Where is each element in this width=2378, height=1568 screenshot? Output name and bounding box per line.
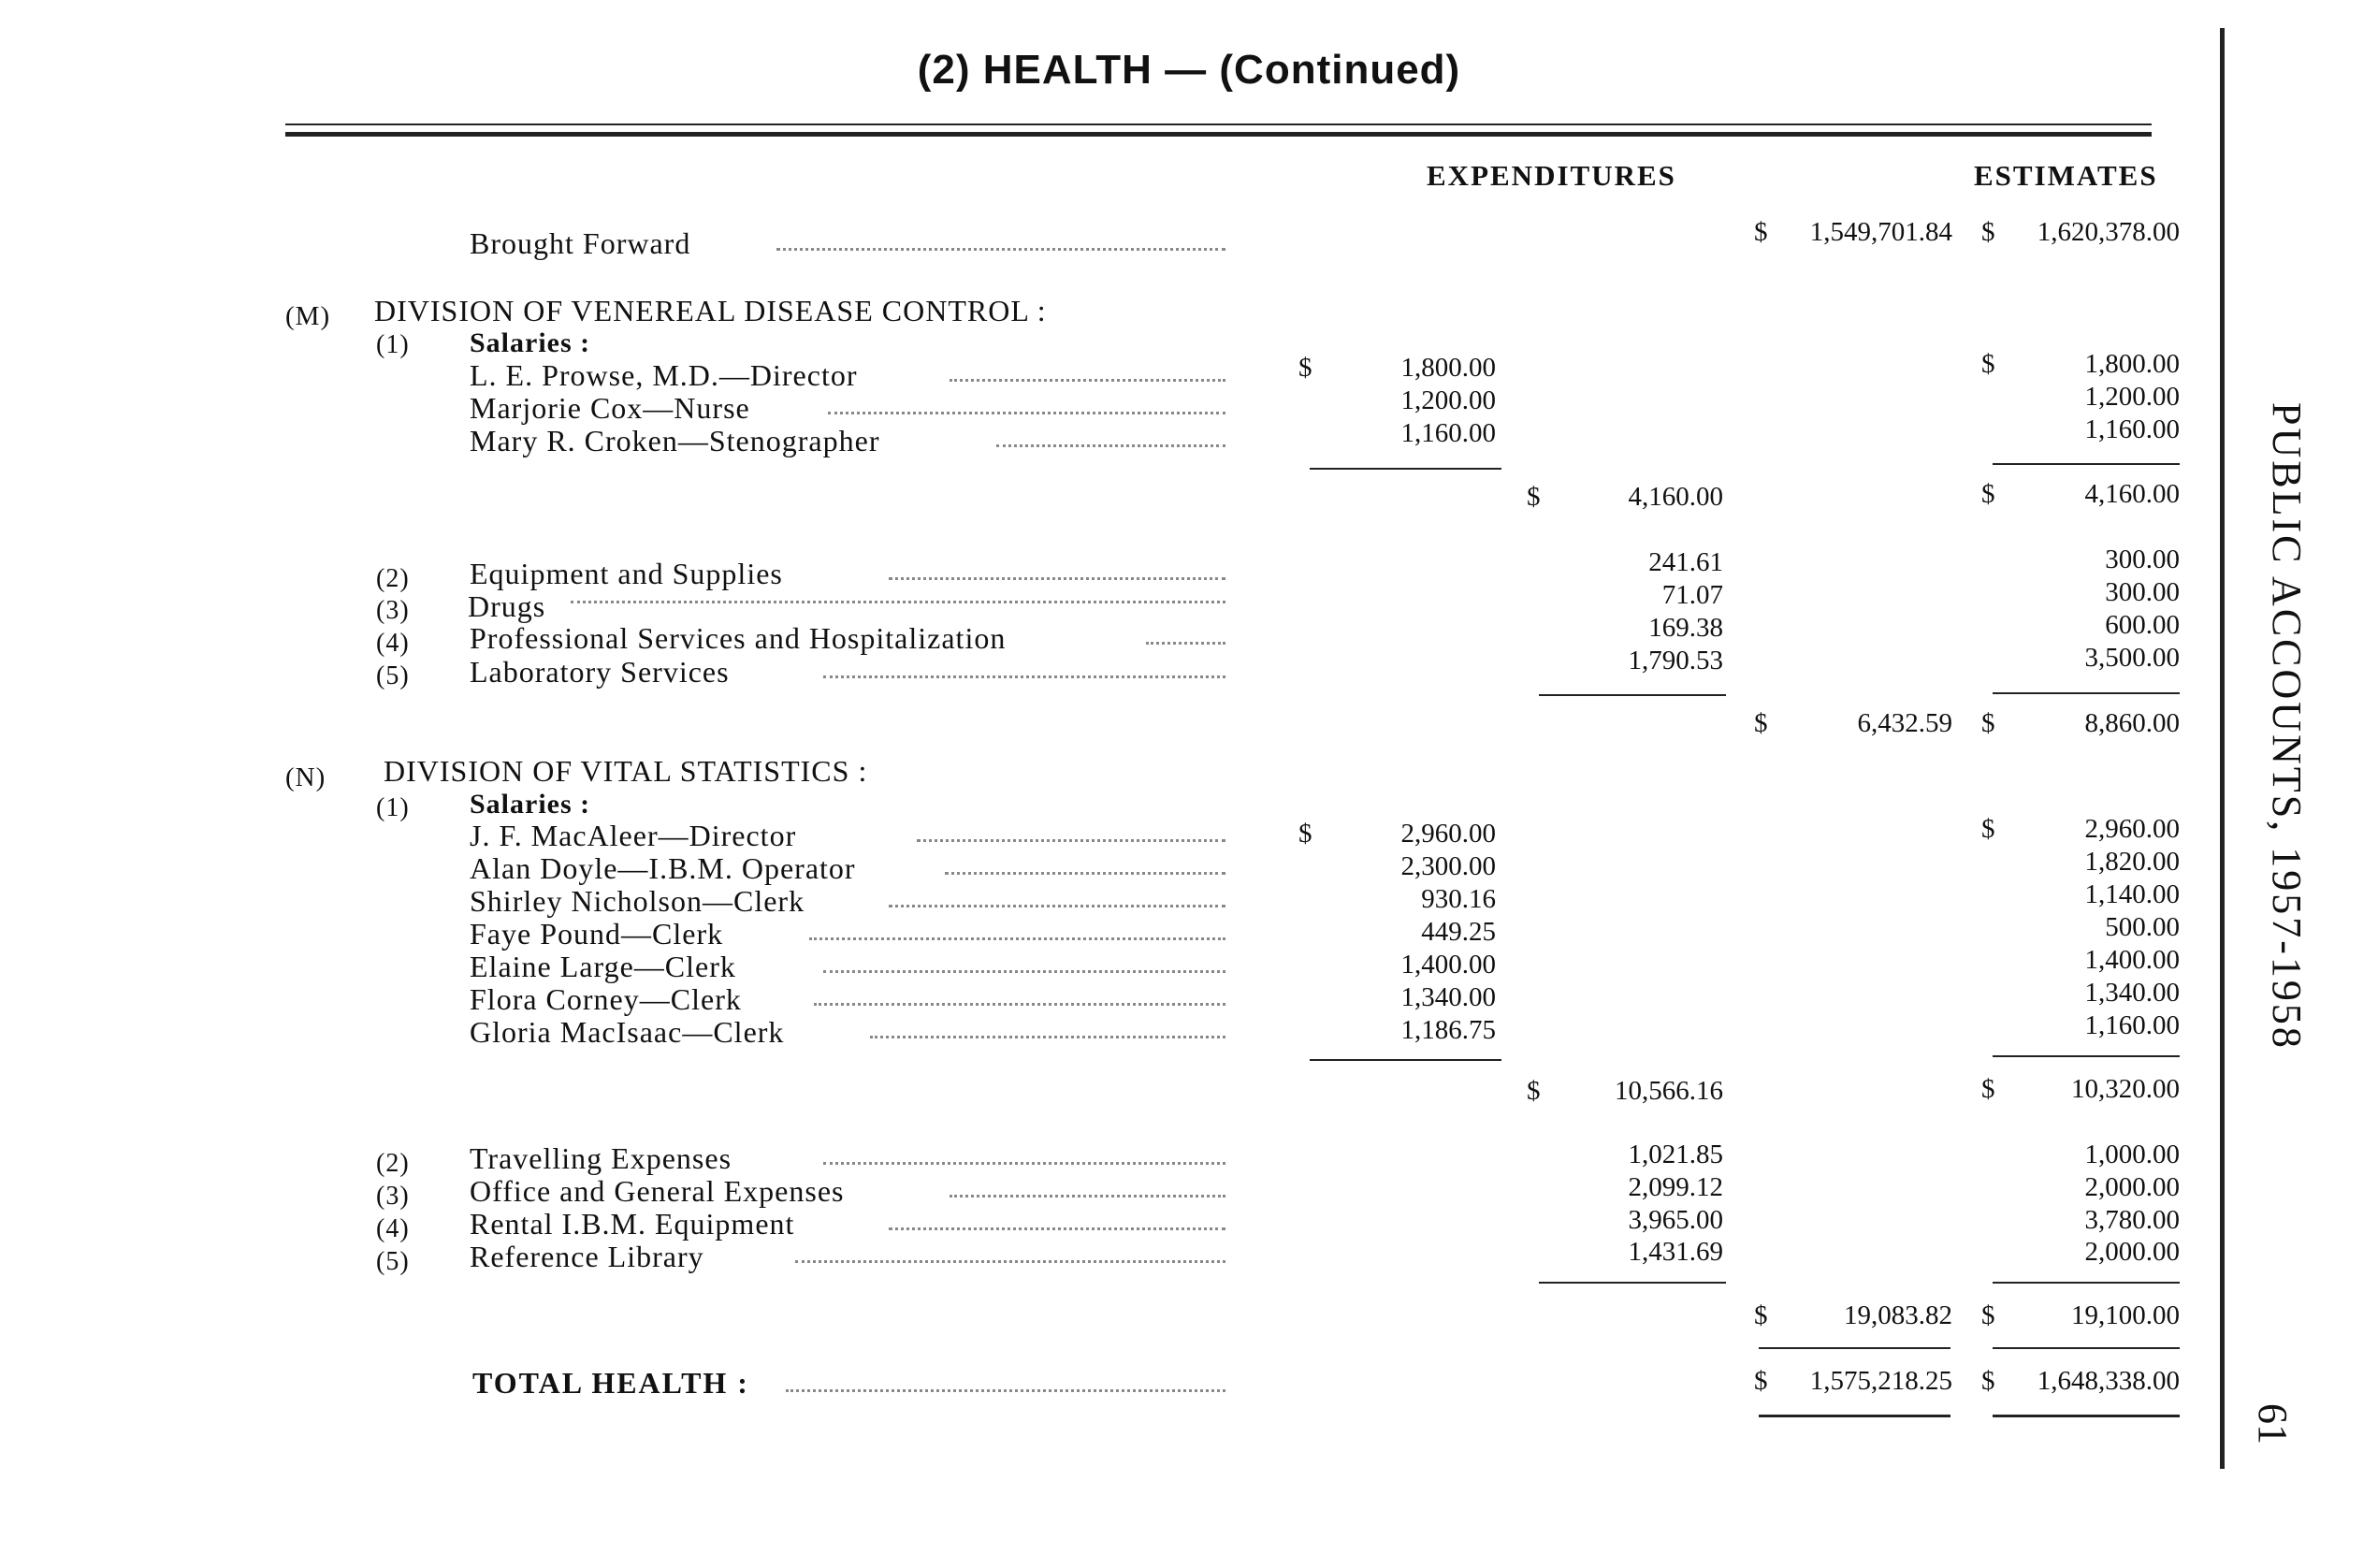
dollar-sign: $ (1981, 217, 1995, 247)
leader-dots (889, 1227, 1225, 1230)
header-rule-bottom (285, 132, 2152, 137)
subtotal-rule (1310, 468, 1501, 470)
staff-expenditure: 1,186.75 (1400, 1015, 1496, 1045)
staff-expenditure: 1,400.00 (1400, 950, 1496, 980)
section-title: DIVISION OF VITAL STATISTICS : (384, 754, 868, 788)
dollar-sign: $ (1981, 814, 1995, 844)
total-rule (1993, 1347, 2180, 1349)
item-label: Office and General Expenses (470, 1174, 845, 1208)
staff-estimate: 1,140.00 (2084, 879, 2180, 909)
subtotal-rule (1993, 1055, 2180, 1057)
total-health-estimates: 1,648,338.00 (2037, 1366, 2180, 1396)
staff-estimate: 2,960.00 (2084, 814, 2180, 844)
leader-dots (828, 412, 1225, 414)
dollar-sign: $ (1981, 1300, 1995, 1330)
item-label: Laboratory Services (470, 655, 730, 689)
salaries-label: Salaries : (470, 327, 591, 358)
staff-expenditure: 1,340.00 (1400, 982, 1496, 1012)
item-estimate: 2,000.00 (2084, 1172, 2180, 1202)
leader-dots (776, 248, 1225, 251)
item-expenditure: 169.38 (1648, 613, 1723, 643)
leader-dots (814, 1003, 1225, 1006)
estimates-heading: ESTIMATES (1974, 159, 2158, 192)
dollar-sign: $ (1527, 482, 1541, 512)
item-expenditure: 71.07 (1661, 580, 1723, 610)
total-rule (1759, 1347, 1950, 1349)
final-rule (1993, 1415, 2180, 1417)
subtotal-rule (1993, 463, 2180, 465)
staff-estimate: 1,160.00 (2084, 414, 2180, 444)
leader-dots (786, 1389, 1225, 1392)
staff-name: J. F. MacAleer—Director (470, 819, 797, 852)
staff-name: Mary R. Croken—Stenographer (470, 424, 880, 457)
item-expenditure: 3,965.00 (1628, 1205, 1723, 1235)
staff-expenditure: 930.16 (1421, 884, 1496, 914)
division-total-estimates: 8,860.00 (2084, 708, 2180, 738)
item-label: Reference Library (470, 1240, 704, 1273)
dollar-sign: $ (1981, 479, 1995, 509)
staff-name: Faye Pound—Clerk (470, 917, 724, 951)
dollar-sign: $ (1754, 1366, 1768, 1396)
section-title: DIVISION OF VENEREAL DISEASE CONTROL : (374, 294, 1047, 327)
salaries-subtotal-estimate: 10,320.00 (2071, 1074, 2180, 1104)
dollar-sign: $ (1981, 708, 1995, 738)
total-health-label: TOTAL HEALTH : (472, 1366, 749, 1400)
page-number-text: 61 (2250, 1403, 2296, 1445)
division-total-expenditures: 6,432.59 (1857, 708, 1952, 738)
page-number (2240, 1403, 2297, 1478)
leader-dots (889, 577, 1225, 580)
dollar-sign: $ (1527, 1076, 1541, 1106)
brought-forward-label: Brought Forward (470, 226, 691, 260)
dollar-sign: $ (1981, 349, 1995, 379)
staff-name: L. E. Prowse, M.D.—Director (470, 358, 858, 392)
page-title: (2) HEALTH — (Continued) (917, 47, 1461, 93)
division-total-estimates: 19,100.00 (2071, 1300, 2180, 1330)
staff-estimate: 1,200.00 (2084, 382, 2180, 412)
staff-expenditure: 2,300.00 (1400, 851, 1496, 881)
staff-name: Shirley Nicholson—Clerk (470, 884, 805, 918)
item-number: (4) (376, 1214, 410, 1243)
section-letter: (N) (285, 762, 326, 792)
leader-dots (809, 937, 1225, 940)
staff-estimate: 1,820.00 (2084, 847, 2180, 877)
item-number: (2) (376, 564, 410, 593)
subtotal-rule (1993, 692, 2180, 694)
section-letter: (M) (285, 301, 331, 331)
expenditures-heading: EXPENDITURES (1427, 159, 1676, 192)
item-label: Drugs (468, 589, 546, 623)
item-number: (5) (376, 661, 410, 690)
item-estimate: 300.00 (2105, 544, 2180, 574)
item-number: (2) (376, 1149, 410, 1178)
subtotal-rule (1539, 694, 1726, 696)
leader-dots (823, 675, 1225, 678)
leader-dots (870, 1036, 1225, 1038)
item-label: Travelling Expenses (470, 1141, 732, 1175)
final-rule (1759, 1415, 1950, 1417)
leader-dots (950, 379, 1225, 382)
item-number: (5) (376, 1247, 410, 1276)
subtotal-rule (1539, 1282, 1726, 1284)
item-estimate: 3,780.00 (2084, 1205, 2180, 1235)
side-running-head (2226, 402, 2311, 1319)
staff-name: Marjorie Cox—Nurse (470, 391, 750, 425)
staff-expenditure: 449.25 (1421, 917, 1496, 947)
leader-dots (795, 1260, 1225, 1263)
side-running-head-text: PUBLIC ACCOUNTS, 1957-1958 (2264, 402, 2310, 1051)
subtotal-rule (1993, 1282, 2180, 1284)
item-label: Professional Services and Hospitalization (470, 621, 1007, 655)
item-label: Equipment and Supplies (470, 557, 783, 590)
item-expenditure: 1,021.85 (1628, 1140, 1723, 1169)
staff-estimate: 1,340.00 (2084, 978, 2180, 1008)
item-number: (4) (376, 629, 410, 658)
staff-expenditure: 2,960.00 (1400, 819, 1496, 849)
dollar-sign: $ (1754, 217, 1768, 247)
brought-forward-expenditures: 1,549,701.84 (1809, 217, 1952, 247)
item-number: (1) (376, 793, 410, 822)
leader-dots (996, 444, 1225, 447)
salaries-subtotal-estimate: 4,160.00 (2084, 479, 2180, 509)
division-total-expenditures: 19,083.82 (1844, 1300, 1952, 1330)
item-expenditure: 241.61 (1648, 547, 1723, 577)
salaries-subtotal-expenditure: 4,160.00 (1628, 482, 1723, 512)
subtotal-rule (1310, 1059, 1501, 1061)
dollar-sign: $ (1754, 708, 1768, 738)
leader-dots (823, 1162, 1225, 1165)
staff-expenditure: 1,160.00 (1400, 418, 1496, 448)
dollar-sign: $ (1754, 1300, 1768, 1330)
item-number: (3) (376, 1182, 410, 1211)
leader-dots (1146, 642, 1225, 645)
item-expenditure: 2,099.12 (1628, 1172, 1723, 1202)
header-rule-top (285, 123, 2152, 125)
staff-expenditure: 1,200.00 (1400, 385, 1496, 415)
leader-dots (823, 970, 1225, 973)
dollar-sign: $ (1981, 1074, 1995, 1104)
staff-name: Gloria MacIsaac—Clerk (470, 1015, 785, 1049)
leader-dots (917, 839, 1225, 842)
dollar-sign: $ (1298, 819, 1312, 849)
staff-name: Elaine Large—Clerk (470, 950, 736, 983)
item-estimate: 300.00 (2105, 577, 2180, 607)
item-estimate: 2,000.00 (2084, 1237, 2180, 1267)
dollar-sign: $ (1298, 353, 1312, 383)
leader-dots (889, 905, 1225, 907)
right-margin-rule (2220, 28, 2225, 1469)
leader-dots (950, 1195, 1225, 1198)
staff-estimate: 500.00 (2105, 912, 2180, 942)
brought-forward-estimates: 1,620,378.00 (2037, 217, 2180, 247)
staff-estimate: 1,400.00 (2084, 945, 2180, 975)
staff-estimate: 1,800.00 (2084, 349, 2180, 379)
item-label: Rental I.B.M. Equipment (470, 1207, 795, 1241)
staff-expenditure: 1,800.00 (1400, 353, 1496, 383)
salaries-label: Salaries : (470, 789, 591, 820)
leader-dots (945, 872, 1225, 875)
staff-estimate: 1,160.00 (2084, 1010, 2180, 1040)
item-estimate: 1,000.00 (2084, 1140, 2180, 1169)
leader-dots (571, 601, 1225, 603)
staff-name: Alan Doyle—I.B.M. Operator (470, 851, 856, 885)
total-health-expenditures: 1,575,218.25 (1809, 1366, 1952, 1396)
dollar-sign: $ (1981, 1366, 1995, 1396)
item-expenditure: 1,790.53 (1628, 646, 1723, 675)
item-estimate: 3,500.00 (2084, 643, 2180, 673)
item-number: (1) (376, 330, 410, 359)
item-estimate: 600.00 (2105, 610, 2180, 640)
item-expenditure: 1,431.69 (1628, 1237, 1723, 1267)
item-number: (3) (376, 596, 410, 625)
staff-name: Flora Corney—Clerk (470, 982, 742, 1016)
salaries-subtotal-expenditure: 10,566.16 (1615, 1076, 1723, 1106)
